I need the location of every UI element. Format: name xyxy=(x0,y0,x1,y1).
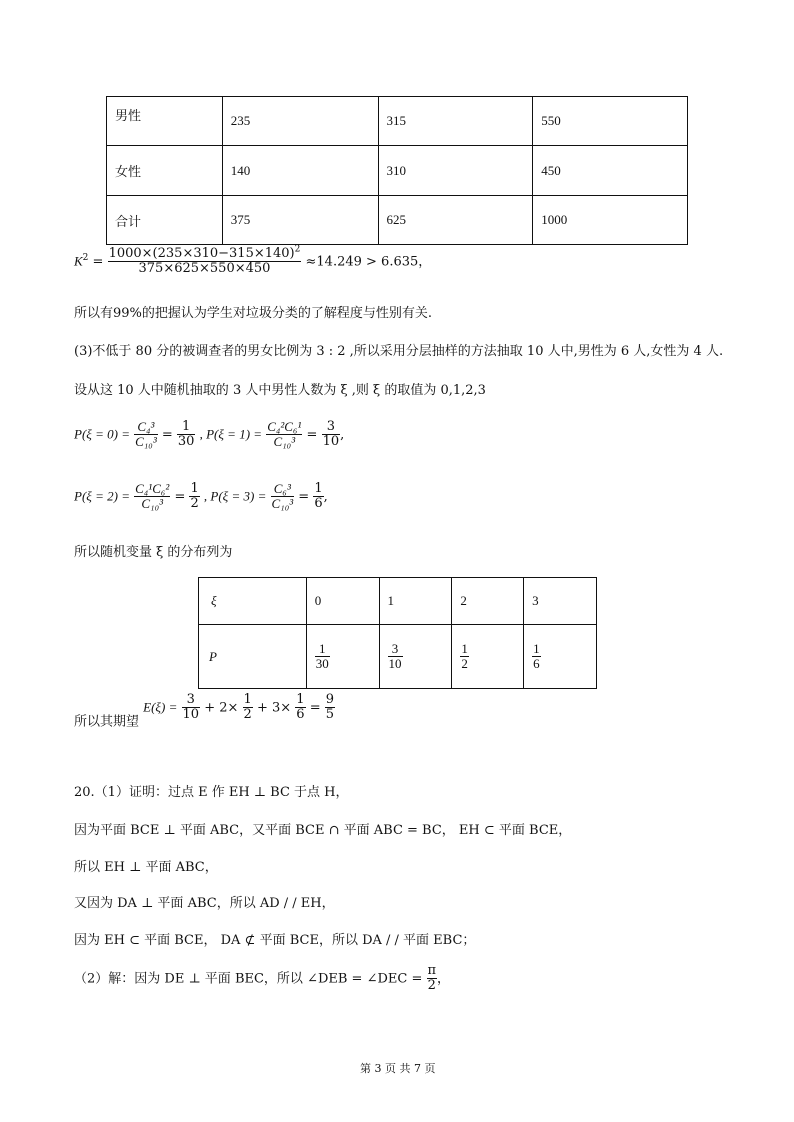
table-cell: 625 xyxy=(378,196,533,245)
row-label: 男性 xyxy=(107,97,223,146)
p3-val-num: 1 xyxy=(314,481,323,496)
k-exponent: 2 xyxy=(82,252,89,263)
conclusion-percent: 99% xyxy=(113,306,142,321)
p0-den: C₁₀³ xyxy=(135,434,157,450)
p-num: 3 xyxy=(388,642,403,657)
table-cell: 310 xyxy=(378,146,533,196)
table-row xyxy=(199,578,597,625)
p1-tail: , xyxy=(340,427,345,443)
table-cell: 140 xyxy=(222,146,378,196)
chi-square-formula: $K^2$ = $\frac{1000\times(235\times 310-315\times 140)^2}{375\times 625\times 550\times 450}$ ≈14.249 > 6.635， xyxy=(74,244,432,277)
p-num: 1 xyxy=(533,640,540,656)
p3-num: C₆³ xyxy=(271,482,295,497)
p3-tail: , xyxy=(323,489,328,505)
p1-val-den: 10 xyxy=(322,434,340,450)
p0-num: C₄³ xyxy=(134,420,158,435)
p-label: P xyxy=(199,625,307,689)
p2-num: C₄¹C₆² xyxy=(135,481,170,496)
p-cell xyxy=(379,625,452,689)
e-t1-num: 3 xyxy=(182,693,201,708)
q20-line6-tail: ， xyxy=(437,971,451,987)
p-den: 2 xyxy=(461,656,468,671)
distribution-intro: 所以随机变量 ξ 的分布列为 xyxy=(74,545,233,560)
pi-den: 2 xyxy=(427,978,436,994)
e-op1: + 2× xyxy=(204,700,239,716)
table-row xyxy=(107,146,688,196)
row-label: 女性 xyxy=(107,146,223,196)
p-den: 30 xyxy=(315,656,329,671)
p3-label: , P(ξ = 3) = xyxy=(203,488,267,504)
table-row xyxy=(199,625,597,689)
contingency-table xyxy=(106,96,688,245)
part3-line1: (3)不低于 80 分的被调查者的男女比例为 3 : 2 ,所以采用分层抽样的方法抽取 10 人中,男性为 6 人,女性为 4 人. xyxy=(74,344,724,359)
e-t2-den: 2 xyxy=(243,707,252,723)
q20-line3: 所以 EH ⊥ 平面 ABC， xyxy=(74,860,218,875)
table-row xyxy=(107,196,688,245)
table-cell: 1000 xyxy=(533,196,688,245)
chi-result: ≈14.249 > 6.635， xyxy=(305,254,432,270)
e-t4-den: 5 xyxy=(325,707,335,723)
row-label: 合计 xyxy=(107,196,223,245)
p3-val-den: 6 xyxy=(314,496,323,512)
header-cell: 1 xyxy=(379,578,452,625)
p2-val-num: 1 xyxy=(190,481,199,496)
p1-den: C₁₀³ xyxy=(273,434,296,450)
distribution-table xyxy=(198,577,597,689)
p2-den: C₁₀³ xyxy=(141,496,163,512)
header-cell: 3 xyxy=(524,578,597,625)
e-t2-num: 1 xyxy=(243,692,252,707)
probability-row-2: P(ξ = 2) = $\frac{\text{C₄¹C₆²}}{\text{C₁₀³}}$ = $\frac{1}{2}$ , P(ξ = 3) = $\frac{\text{C₆³}}{\text{C₁₀³}}$ = $\frac{1}{6}$ , xyxy=(74,481,328,512)
page-footer: 第 3 页 共 7 页 xyxy=(360,1062,436,1075)
p1-val-num: 3 xyxy=(322,420,341,435)
table-cell: 315 xyxy=(378,97,533,146)
p-cell xyxy=(306,625,379,689)
conclusion-after: 的把握认为学生对垃圾分类的了解程度与性别有关. xyxy=(141,306,433,321)
p-num: 1 xyxy=(461,640,468,656)
q20-line6-text: （2）解：因为 DE ⊥ 平面 BEC，所以 ∠DEB = ∠DEC = xyxy=(74,971,423,987)
chi-numerator: 1000×(235×310−315×140) xyxy=(108,246,295,261)
chi-numerator-exponent: 2 xyxy=(294,244,301,255)
probability-row-1: P(ξ = 0) = $\frac{\text{C₄³}}{\text{C₁₀³}}$ = $\frac{1}{30}$ , P(ξ = 1) = $\frac{\text{C₄²C₆¹}}{\text{C₁₀³}}$ = $\frac{3}{10}$ , xyxy=(74,419,345,450)
q20-line1: 20.（1）证明：过点 E 作 EH ⊥ BC 于点 H， xyxy=(74,785,349,800)
table-cell: 450 xyxy=(533,146,688,196)
p2-label: P(ξ = 2) = xyxy=(74,488,130,504)
table-cell: 375 xyxy=(222,196,378,245)
table-row xyxy=(107,97,688,146)
p-num: 1 xyxy=(315,642,330,657)
e-op2: + 3× xyxy=(256,700,292,716)
e-t3-num: 1 xyxy=(296,692,305,707)
e-t3-den: 6 xyxy=(296,707,305,723)
expectation-lhs: E(ξ) = xyxy=(143,699,178,715)
p-cell xyxy=(452,625,524,689)
p-cell xyxy=(524,625,597,689)
q20-line6 xyxy=(74,964,450,994)
p-den: 10 xyxy=(388,656,402,671)
q20-line4: 又因为 DA ⊥ 平面 ABC，所以 AD / / EH， xyxy=(74,896,335,911)
p0-val-den: 30 xyxy=(177,434,195,450)
pi-num: π xyxy=(427,963,437,978)
header-cell: 0 xyxy=(306,578,379,625)
header-cell: 2 xyxy=(452,578,524,625)
header-xi: ξ xyxy=(199,578,307,625)
k-symbol: K xyxy=(74,253,83,269)
conclusion-before: 所以有 xyxy=(74,306,114,321)
expectation-line xyxy=(74,693,335,729)
p-den: 6 xyxy=(533,656,540,671)
p0-val-num: 1 xyxy=(177,420,196,435)
e-t1-den: 10 xyxy=(182,707,200,723)
p1-num: C₄²C₆¹ xyxy=(267,419,302,434)
expectation-prefix: 所以其期望 xyxy=(74,714,140,730)
e-eq: = xyxy=(309,700,321,716)
p1-label: , P(ξ = 1) = xyxy=(199,426,263,442)
q20-line2: 因为平面 BCE ⊥ 平面 ABC，又平面 BCE ∩ 平面 ABC = BC， EH ⊂ 平面 BCE， xyxy=(74,823,572,838)
conclusion-line xyxy=(74,302,432,321)
chi-denominator: 375×625×550×450 xyxy=(138,261,271,277)
table-cell: 550 xyxy=(533,97,688,146)
e-t4-num: 9 xyxy=(325,692,335,707)
q20-line5: 因为 EH ⊂ 平面 BCE， DA ⊄ 平面 BCE，所以 DA / / 平面 EBC； xyxy=(74,933,476,948)
p3-den: C₁₀³ xyxy=(271,496,294,512)
table-cell: 235 xyxy=(222,97,378,146)
part3-line2: 设从这 10 人中随机抽取的 3 人中男性人数为 ξ ,则 ξ 的取值为 0,1,2,3 xyxy=(74,383,486,398)
p2-val-den: 2 xyxy=(190,496,199,512)
p0-label: P(ξ = 0) = xyxy=(74,426,130,442)
